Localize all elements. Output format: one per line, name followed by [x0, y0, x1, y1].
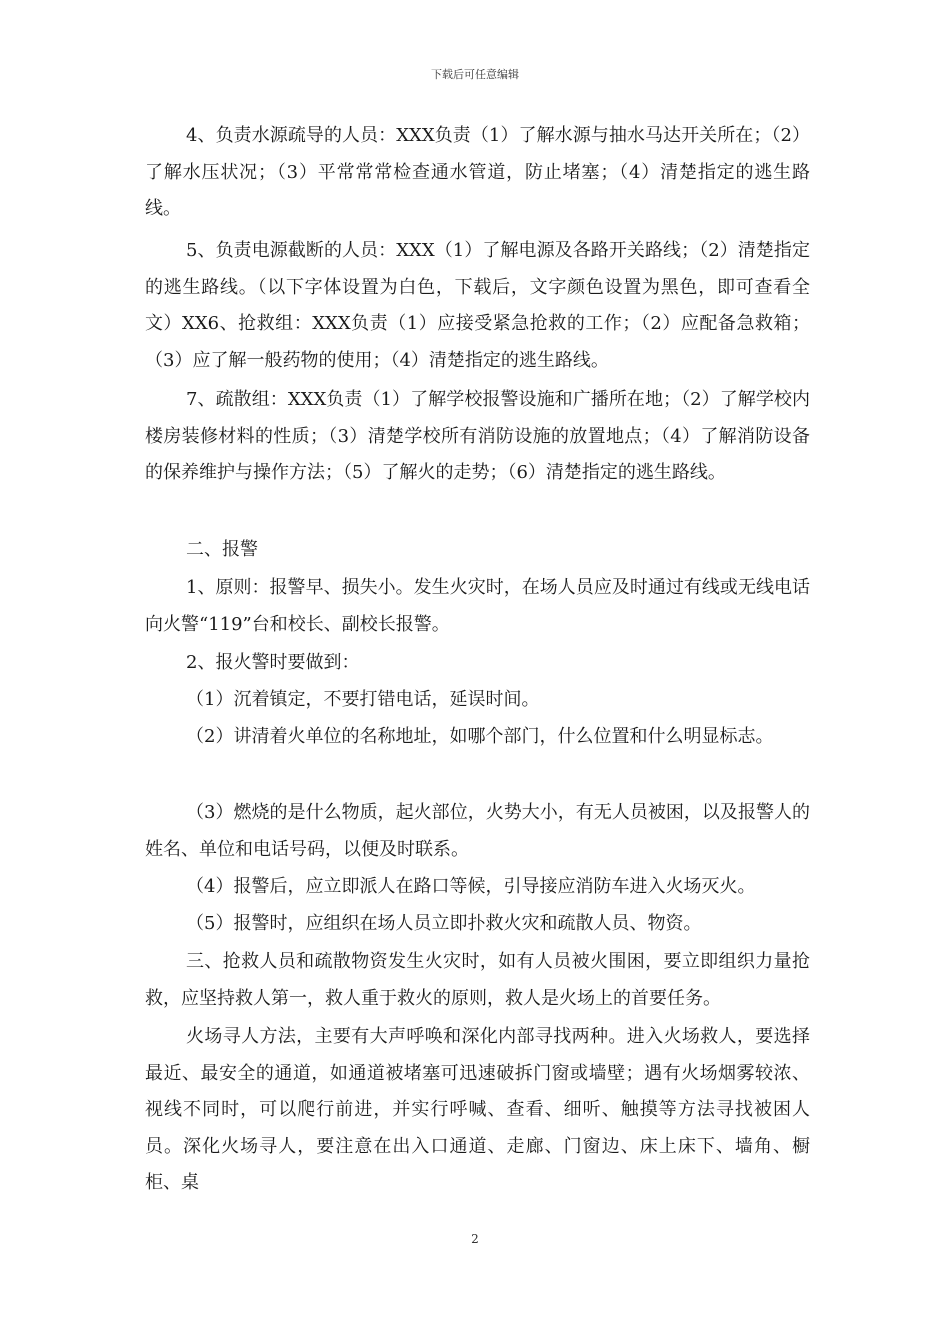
section-heading-alarm: 二、报警	[186, 539, 258, 560]
list-item-alarm-3: （3）燃烧的是什么物质，起火部位，火势大小，有无人员被困，以及报警人的姓名、单位和电话号码，以便及时联系。	[145, 802, 810, 860]
page-header: 下载后可任意编辑	[431, 68, 519, 81]
paragraph-evacuation-group: 7、疏散组：XXX负责（1）了解学校报警设施和广播所在地；（2）了解学校内楼房装修材料的性质；（3）清楚学校所有消防设施的放置地点；（4）了解消防设备的保养维护与操作方法；（5）了解火的走势；（6）清楚指定的逃生路线。	[145, 389, 810, 483]
paragraph-search-methods: 火场寻人方法，主要有大声呼唤和深化内部寻找两种。进入火场救人，要选择最近、最安全的通道，如通道被堵塞可迅速破拆门窗或墙壁；遇有火场烟雾较浓、视线不同时，可以爬行前进，并实行呼喊、查看、细听、触摸等方法寻找被困人员。深化火场寻人，要注意在出入口通道、走廊、门窗边、床上床下、墙角、橱柜、桌	[145, 1026, 810, 1193]
list-item-alarm-4: （4）报警后，应立即派人在路口等候，引导接应消防车进入火场灭火。	[186, 876, 756, 897]
list-item-alarm-5: （5）报警时，应组织在场人员立即扑救火灾和疏散人员、物资。	[186, 913, 702, 934]
paragraph-alarm-requirements: 2、报火警时要做到：	[186, 652, 360, 673]
section-rescue-evacuation: 三、抢救人员和疏散物资发生火灾时，如有人员被火围困，要立即组织力量抢救，应坚持救人第一，救人重于救火的原则，救人是火场上的首要任务。	[145, 951, 810, 1009]
paragraph-power-cutoff: 5、负责电源截断的人员：XXX（1）了解电源及各路开关路线；（2）清楚指定的逃生路线。（以下字体设置为白色，下载后，文字颜色设置为黑色，即可查看全文）XX6、抢救组：XXX负责（1）应接受紧急抢救的工作；（2）应配备急救箱；（3）应了解一般药物的使用；（4）清楚指定的逃生路线。	[145, 240, 810, 371]
list-item-alarm-1: （1）沉着镇定，不要打错电话，延误时间。	[186, 689, 540, 710]
page-number: 2	[471, 1232, 479, 1246]
paragraph-alarm-principle: 1、原则：报警早、损失小。发生火灾时，在场人员应及时通过有线或无线电话向火警“119”台和校长、副校长报警。	[145, 577, 810, 635]
list-item-alarm-2: （2）讲清着火单位的名称地址，如哪个部门，什么位置和什么明显标志。	[186, 726, 774, 747]
paragraph-water-source: 4、负责水源疏导的人员：XXX负责（1）了解水源与抽水马达开关所在；（2）了解水压状况；（3）平常常常检查通水管道，防止堵塞；（4）清楚指定的逃生路线。	[145, 125, 810, 219]
